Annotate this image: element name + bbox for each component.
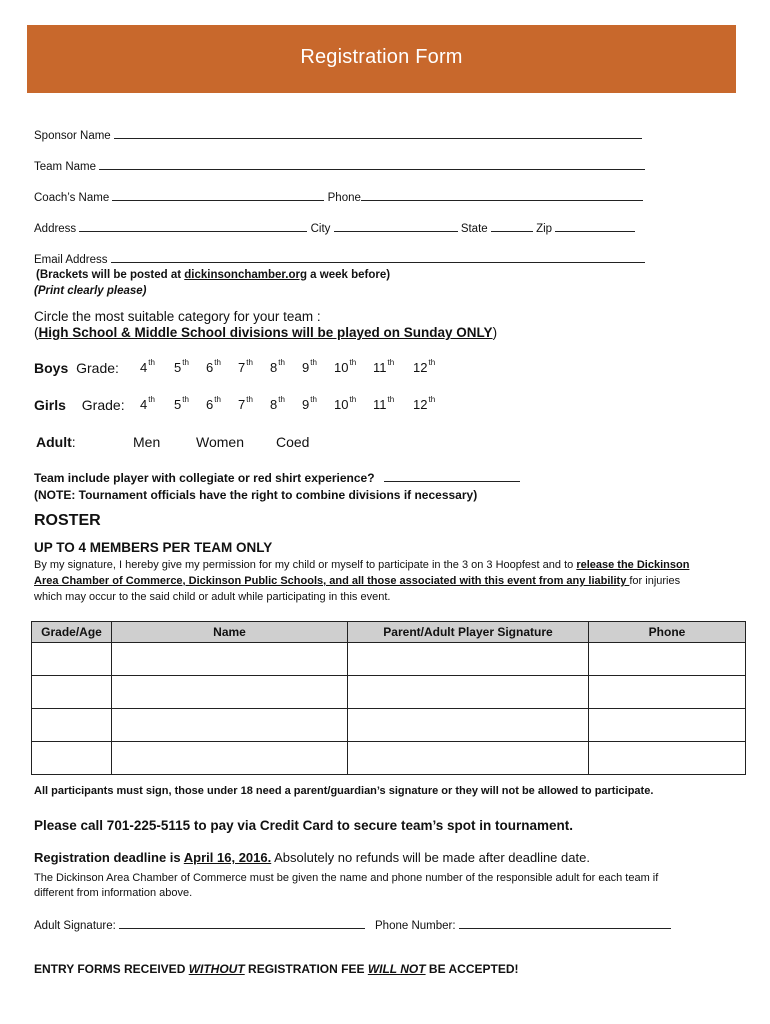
signature-cell[interactable] bbox=[348, 742, 589, 775]
grade-number: 11 bbox=[373, 360, 387, 375]
grade-number: 10 bbox=[334, 360, 349, 375]
email-field[interactable] bbox=[34, 254, 645, 266]
grade-number: 6 bbox=[206, 397, 214, 412]
girls-category-row bbox=[34, 397, 125, 413]
refund-note: Absolutely no refunds will be made after deadline date. bbox=[271, 850, 590, 865]
grade-age-cell[interactable] bbox=[32, 676, 112, 709]
roster-title: ROSTER bbox=[34, 512, 101, 529]
boys-grade-option[interactable] bbox=[270, 360, 285, 375]
grade-suffix: th bbox=[428, 358, 436, 367]
column-header-signature: Parent/Adult Player Signature bbox=[348, 622, 589, 643]
boys-grade-option[interactable] bbox=[373, 360, 394, 375]
table-row bbox=[32, 742, 746, 775]
adult-signature-line[interactable] bbox=[119, 927, 365, 929]
coach-name-line[interactable] bbox=[112, 199, 324, 201]
girls-grade-option[interactable] bbox=[206, 397, 221, 412]
girls-label: Girls bbox=[34, 397, 66, 413]
girls-grade-option[interactable] bbox=[238, 397, 253, 412]
grade-suffix: th bbox=[182, 395, 189, 404]
girls-grade-option[interactable] bbox=[302, 397, 317, 412]
roster-table bbox=[31, 621, 746, 775]
coach-name-label: Coach’s Name bbox=[34, 192, 110, 204]
entry-warning-will-not: WILL NOT bbox=[367, 962, 426, 976]
boys-category-row bbox=[34, 360, 119, 376]
grade-suffix: th bbox=[148, 358, 155, 367]
division-note-text: High School & Middle School divisions will be played on Sunday ONLY bbox=[38, 325, 493, 340]
column-header-phone: Phone bbox=[589, 622, 746, 643]
boys-grade-option[interactable] bbox=[302, 360, 317, 375]
deadline-date: April 16, 2016. bbox=[183, 850, 272, 865]
team-name-field[interactable] bbox=[34, 161, 645, 173]
adult-signature-field[interactable] bbox=[34, 920, 365, 932]
phone-number-label: Phone Number: bbox=[375, 920, 456, 932]
grade-suffix: th bbox=[310, 395, 317, 404]
roster-subtitle: UP TO 4 MEMBERS PER TEAM ONLY bbox=[34, 540, 273, 555]
phone-cell[interactable] bbox=[589, 709, 746, 742]
city-line[interactable] bbox=[334, 230, 458, 232]
address-label: Address bbox=[34, 223, 77, 235]
deadline-label: Registration deadline is bbox=[34, 850, 184, 865]
grade-suffix: th bbox=[349, 395, 357, 404]
entry-warning bbox=[34, 962, 519, 976]
deadline-line bbox=[34, 850, 590, 865]
name-cell[interactable] bbox=[112, 742, 348, 775]
girls-grade-option[interactable] bbox=[174, 397, 189, 412]
state-line[interactable] bbox=[491, 230, 533, 232]
team-name-line[interactable] bbox=[99, 168, 645, 170]
girls-grade-option[interactable] bbox=[413, 397, 435, 412]
collegiate-question[interactable] bbox=[34, 471, 520, 485]
division-note bbox=[34, 325, 497, 340]
entry-warning-text-2: REGISTRATION FEE bbox=[244, 962, 368, 976]
boys-grade-option[interactable] bbox=[174, 360, 189, 375]
grade-number: 7 bbox=[238, 397, 246, 412]
zip-line[interactable] bbox=[555, 230, 635, 232]
division-note-close: ) bbox=[492, 325, 498, 340]
grade-suffix: th bbox=[310, 358, 317, 367]
participants-note: All participants must sign, those under 18 need a parent/guardian’s signature or they will not be allowed to participate. bbox=[34, 785, 654, 797]
category-intro: Circle the most suitable category for your team : bbox=[34, 309, 321, 324]
waiver-text-2: for injuries bbox=[629, 575, 681, 587]
boys-grade-option[interactable] bbox=[413, 360, 435, 375]
grade-number: 5 bbox=[174, 360, 182, 375]
boys-grade-option[interactable] bbox=[140, 360, 155, 375]
girls-grade-option[interactable] bbox=[373, 397, 394, 412]
sponsor-name-field[interactable] bbox=[34, 130, 642, 142]
email-line[interactable] bbox=[111, 261, 645, 263]
girls-grade-label: Grade: bbox=[81, 397, 125, 413]
table-row bbox=[32, 643, 746, 676]
name-cell[interactable] bbox=[112, 709, 348, 742]
grade-suffix: th bbox=[349, 358, 357, 367]
chamber-note-line-1: The Dickinson Area Chamber of Commerce must be given the name and phone number of the responsible adult for each team if bbox=[34, 872, 659, 884]
grade-suffix: th bbox=[214, 395, 221, 404]
city-label: City bbox=[310, 223, 331, 235]
adult-option-men[interactable]: Men bbox=[133, 434, 161, 450]
column-header-name: Name bbox=[112, 622, 348, 643]
sponsor-name-label: Sponsor Name bbox=[34, 130, 111, 142]
collegiate-answer-line[interactable] bbox=[384, 480, 520, 482]
phone-cell[interactable] bbox=[589, 643, 746, 676]
signature-cell[interactable] bbox=[348, 676, 589, 709]
grade-number: 9 bbox=[302, 397, 310, 412]
grade-suffix: th bbox=[387, 395, 395, 404]
grade-suffix: th bbox=[246, 395, 253, 404]
grade-number: 9 bbox=[302, 360, 310, 375]
grade-number: 8 bbox=[270, 397, 278, 412]
sponsor-name-line[interactable] bbox=[114, 137, 642, 139]
girls-grade-option[interactable] bbox=[334, 397, 356, 412]
grade-suffix: th bbox=[387, 358, 395, 367]
adult-label: Adult bbox=[36, 434, 72, 450]
waiver-release-text-1: release the Dickinson bbox=[576, 559, 690, 571]
name-cell[interactable] bbox=[112, 643, 348, 676]
waiver-line-1 bbox=[34, 558, 689, 573]
coach-name-field[interactable] bbox=[34, 192, 643, 204]
boys-grade-option[interactable] bbox=[206, 360, 221, 375]
entry-warning-text-1: ENTRY FORMS RECEIVED bbox=[34, 962, 189, 976]
print-clearly-note: (Print clearly please) bbox=[34, 285, 147, 297]
adult-signature-label: Adult Signature: bbox=[34, 920, 116, 932]
brackets-note bbox=[36, 269, 390, 281]
credit-card-call-note: Please call 701-225-5115 to pay via Credit Card to secure team’s spot in tournament. bbox=[34, 818, 573, 833]
grade-suffix: th bbox=[182, 358, 189, 367]
grade-age-cell[interactable] bbox=[32, 709, 112, 742]
boys-label: Boys bbox=[34, 360, 69, 376]
grade-number: 5 bbox=[174, 397, 182, 412]
grade-suffix: th bbox=[428, 395, 436, 404]
name-cell[interactable] bbox=[112, 676, 348, 709]
state-label: State bbox=[460, 223, 488, 235]
grade-suffix: th bbox=[246, 358, 253, 367]
adult-colon: : bbox=[71, 434, 76, 450]
column-header-grade-age: Grade/Age bbox=[32, 622, 112, 643]
address-line[interactable] bbox=[79, 230, 307, 232]
roster-header-row bbox=[32, 622, 746, 643]
grade-number: 8 bbox=[270, 360, 278, 375]
division-note-open: ( bbox=[34, 325, 39, 340]
chamber-note-line-2: different from information above. bbox=[34, 887, 193, 899]
phone-cell[interactable] bbox=[589, 742, 746, 775]
grade-suffix: th bbox=[278, 395, 285, 404]
brackets-text: (Brackets will be posted at bbox=[36, 269, 185, 281]
brackets-text-end: a week before) bbox=[306, 269, 391, 281]
grade-suffix: th bbox=[278, 358, 285, 367]
chamber-website-link[interactable]: dickinsonchamber.org bbox=[184, 269, 307, 281]
team-name-label: Team Name bbox=[34, 161, 96, 173]
girls-grade-option[interactable] bbox=[270, 397, 285, 412]
adult-option-coed[interactable]: Coed bbox=[276, 434, 310, 450]
phone-line[interactable] bbox=[361, 199, 643, 201]
grade-number: 6 bbox=[206, 360, 214, 375]
phone-number-line[interactable] bbox=[459, 927, 671, 929]
phone-cell[interactable] bbox=[589, 676, 746, 709]
collegiate-question-text: Team include player with collegiate or red shirt experience? bbox=[34, 471, 375, 485]
grade-number: 10 bbox=[334, 397, 349, 412]
adult-option-women[interactable]: Women bbox=[196, 434, 244, 450]
girls-grade-option[interactable] bbox=[140, 397, 155, 412]
entry-warning-without: WITHOUT bbox=[188, 962, 245, 976]
waiver-text-1: By my signature, I hereby give my permission for my child or myself to participate in the 3 on 3 Hoopfest and to bbox=[34, 559, 577, 571]
boys-grade-label: Grade: bbox=[76, 360, 119, 376]
grade-number: 7 bbox=[238, 360, 246, 375]
entry-warning-text-3: BE ACCEPTED! bbox=[425, 962, 519, 976]
boys-grade-option[interactable] bbox=[238, 360, 253, 375]
grade-number: 12 bbox=[413, 397, 428, 412]
address-field[interactable] bbox=[34, 223, 635, 235]
signature-cell[interactable] bbox=[348, 709, 589, 742]
form-title: Registration Form bbox=[300, 46, 463, 68]
phone-number-field[interactable] bbox=[375, 920, 671, 932]
zip-label: Zip bbox=[536, 223, 553, 235]
grade-number: 11 bbox=[373, 397, 387, 412]
grade-number: 4 bbox=[140, 360, 148, 375]
grade-number: 12 bbox=[413, 360, 428, 375]
grade-age-cell[interactable] bbox=[32, 643, 112, 676]
adult-category-row bbox=[36, 434, 76, 450]
table-row bbox=[32, 676, 746, 709]
phone-label: Phone bbox=[327, 192, 361, 204]
collegiate-note: (NOTE: Tournament officials have the right to combine divisions if necessary) bbox=[34, 488, 478, 502]
signature-cell[interactable] bbox=[348, 643, 589, 676]
boys-grade-option[interactable] bbox=[334, 360, 356, 375]
header-banner bbox=[27, 25, 736, 93]
table-row bbox=[32, 709, 746, 742]
waiver-line-3: which may occur to the said child or adult while participating in this event. bbox=[34, 591, 391, 603]
email-label: Email Address bbox=[34, 254, 108, 266]
waiver-release-text-2: Area Chamber of Commerce, Dickinson Public Schools, and all those associated with this event from any liability bbox=[34, 575, 630, 587]
waiver-line-2 bbox=[34, 574, 680, 589]
grade-suffix: th bbox=[148, 395, 155, 404]
grade-suffix: th bbox=[214, 358, 221, 367]
grade-age-cell[interactable] bbox=[32, 742, 112, 775]
grade-number: 4 bbox=[140, 397, 148, 412]
